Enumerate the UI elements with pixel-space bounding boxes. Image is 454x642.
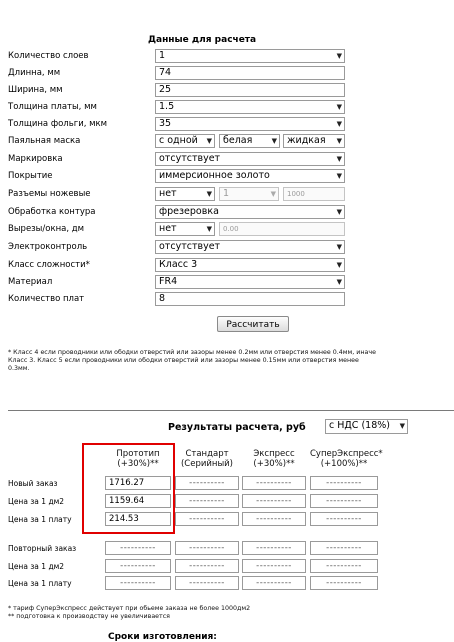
row-label: Новый заказ: [8, 479, 58, 488]
form-select[interactable]: [155, 258, 345, 272]
form-input[interactable]: [155, 83, 345, 97]
control-value: FR4: [159, 276, 178, 287]
form-label: Количество слоев: [8, 51, 89, 61]
price-cell: ----------: [105, 576, 171, 590]
control-value: Класс 3: [159, 259, 198, 270]
column-header: [242, 449, 306, 469]
form-select[interactable]: [155, 152, 345, 166]
price-cell: ----------: [242, 541, 306, 555]
chevron-down-icon: ▼: [336, 155, 342, 163]
chevron-down-icon: ▼: [271, 137, 277, 145]
control-value: 74: [159, 67, 172, 78]
column-header: [175, 449, 239, 469]
chevron-down-icon: ▼: [336, 278, 342, 286]
chevron-down-icon: ▼: [399, 422, 405, 430]
form-label: Ширина, мм: [8, 85, 63, 95]
form-input[interactable]: [155, 66, 345, 80]
form-select[interactable]: [155, 117, 345, 131]
form-select[interactable]: [155, 240, 345, 254]
vat-select-value: с НДС (18%): [329, 420, 390, 431]
control-value: нет: [159, 223, 177, 234]
form-select[interactable]: [155, 205, 345, 219]
row-label: Цена за 1 плату: [8, 579, 72, 588]
form-label: Паяльная маска: [8, 136, 81, 146]
calculate-button[interactable]: Рассчитать: [217, 316, 289, 332]
row-label: Цена за 1 дм2: [8, 497, 65, 506]
control-value: 35: [159, 118, 172, 129]
price-cell: ----------: [310, 541, 378, 555]
form-input[interactable]: [219, 222, 345, 236]
price-cell: ----------: [175, 559, 239, 573]
form-label: Класс сложности*: [8, 260, 90, 270]
price-cell: ----------: [175, 494, 239, 508]
form-select[interactable]: [155, 134, 215, 148]
column-header-line2: (+100%)**: [320, 459, 368, 469]
highlight-box: [82, 443, 175, 534]
form-label: Вырезы/окна, дм: [8, 224, 85, 234]
terms-title: Сроки изготовления:: [108, 632, 217, 642]
form-label: Разъемы ножевые: [8, 189, 91, 199]
price-cell: ----------: [105, 541, 171, 555]
price-cell: ----------: [175, 476, 239, 490]
column-header-line1: СуперЭкспресс*: [310, 449, 383, 459]
section-divider: [8, 410, 454, 411]
form-select[interactable]: [219, 134, 280, 148]
control-value: нет: [159, 188, 177, 199]
price-cell: ----------: [310, 494, 378, 508]
form-label: Толщина фольги, мкм: [8, 119, 108, 129]
chevron-down-icon: ▼: [336, 52, 342, 60]
chevron-down-icon: ▼: [206, 190, 212, 198]
control-value: отсутствует: [159, 153, 221, 164]
form-input[interactable]: [155, 292, 345, 306]
control-value: 1: [159, 50, 166, 61]
form-label: Электроконтроль: [8, 242, 88, 252]
chevron-down-icon: ▼: [206, 225, 212, 233]
results-title: Результаты расчета, руб: [168, 422, 306, 433]
column-header-line1: Прототип: [116, 449, 160, 459]
form-label: Покрытие: [8, 171, 53, 181]
price-cell: ----------: [310, 576, 378, 590]
row-label: Цена за 1 дм2: [8, 562, 65, 571]
price-cell: ----------: [242, 494, 306, 508]
column-header-line1: Экспресс: [253, 449, 295, 459]
form-label: Длинна, мм: [8, 68, 61, 78]
form-label: Маркировка: [8, 154, 63, 164]
preparation-footnote: ** подготовка к производству не увеличивается: [8, 613, 170, 620]
form-label: Количество плат: [8, 294, 85, 304]
column-header-line2: (+30%)**: [253, 459, 295, 469]
form-select[interactable]: [283, 134, 345, 148]
chevron-down-icon: ▼: [336, 243, 342, 251]
price-cell: ----------: [175, 541, 239, 555]
control-value: 25: [159, 84, 172, 95]
form-title: Данные для расчета: [148, 35, 257, 45]
price-cell: 1716.27: [105, 476, 171, 490]
price-cell: ----------: [242, 512, 306, 526]
row-label: Цена за 1 плату: [8, 515, 72, 524]
form-label: Толщина платы, мм: [8, 102, 97, 112]
price-cell: ----------: [242, 476, 306, 490]
form-select[interactable]: [155, 100, 345, 114]
price-cell: ----------: [310, 476, 378, 490]
chevron-down-icon: ▼: [336, 137, 342, 145]
form-label: Обработка контура: [8, 207, 96, 217]
column-header: [310, 449, 383, 469]
control-value: 1: [223, 188, 230, 199]
chevron-down-icon: ▼: [336, 261, 342, 269]
chevron-down-icon: ▼: [206, 137, 212, 145]
price-cell: ----------: [310, 512, 378, 526]
control-value: с одной: [159, 135, 198, 146]
form-select[interactable]: [155, 169, 345, 183]
chevron-down-icon: ▼: [336, 208, 342, 216]
form-select[interactable]: [219, 187, 279, 201]
price-cell: ----------: [175, 512, 239, 526]
column-header-line2: (+30%)**: [117, 459, 159, 469]
price-cell: 1159.64: [105, 494, 171, 508]
control-value: 8: [159, 293, 166, 304]
price-cell: ----------: [242, 559, 306, 573]
column-header-line1: Стандарт: [185, 449, 229, 459]
chevron-down-icon: ▼: [336, 172, 342, 180]
control-value: 1000: [287, 190, 305, 198]
price-cell: ----------: [242, 576, 306, 590]
price-cell: ----------: [310, 559, 378, 573]
control-value: фрезеровка: [159, 206, 219, 217]
price-cell: 214.53: [105, 512, 171, 526]
row-label: Повторный заказ: [8, 544, 77, 553]
column-header-line2: (Серийный): [180, 459, 234, 469]
form-select[interactable]: [155, 187, 215, 201]
form-select[interactable]: [155, 222, 215, 236]
form-label: Материал: [8, 277, 53, 287]
form-select[interactable]: [155, 49, 345, 63]
control-value: иммерсионное золото: [159, 170, 270, 181]
control-value: 1.5: [159, 101, 175, 112]
form-select[interactable]: [155, 275, 345, 289]
price-cell: ----------: [175, 576, 239, 590]
chevron-down-icon: ▼: [336, 120, 342, 128]
vat-select[interactable]: [325, 419, 408, 434]
price-cell: ----------: [105, 559, 171, 573]
tariff-footnote: * тариф СуперЭкспресс действует при обьеме заказа не более 1000дм2: [8, 605, 251, 612]
chevron-down-icon: ▼: [336, 103, 342, 111]
control-value: отсутствует: [159, 241, 221, 252]
control-value: жидкая: [287, 135, 326, 146]
complexity-footnote: * Класс 4 если проводники или ободки отверстий или зазоры менее 0.2мм или отверстия менее 0.4мм, иначе Класс 3. Класс 5 если проводники или ободки отверстий или зазоры менее 0.15мм или отверстия менее 0.3мм.: [8, 349, 376, 372]
control-value: белая: [223, 135, 253, 146]
form-input[interactable]: [283, 187, 345, 201]
chevron-down-icon: ▼: [270, 190, 276, 198]
control-value: 0.00: [223, 225, 239, 233]
